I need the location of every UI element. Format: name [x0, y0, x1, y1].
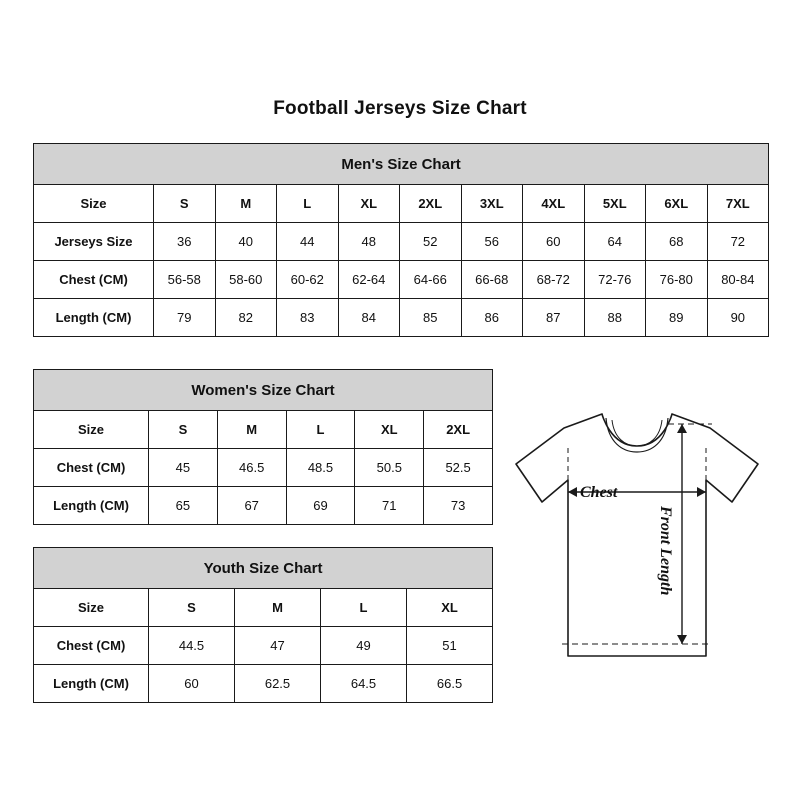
table-cell: 66-68 — [461, 261, 523, 299]
table-cell: L — [286, 411, 355, 449]
table-cell: 44.5 — [149, 627, 235, 665]
table-cell: L — [277, 185, 339, 223]
table-cell: 66.5 — [407, 665, 493, 703]
table-cell: 86 — [461, 299, 523, 337]
table-cell: 51 — [407, 627, 493, 665]
table-cell: 36 — [154, 223, 216, 261]
table-cell: 6XL — [646, 185, 708, 223]
table-cell: 90 — [707, 299, 769, 337]
table-cell: S — [149, 411, 218, 449]
table-cell: 67 — [217, 487, 286, 525]
table-cell: 65 — [149, 487, 218, 525]
mens-size-chart-table — [33, 143, 769, 337]
table-cell: XL — [338, 185, 400, 223]
table-row — [34, 185, 769, 223]
table-cell: 44 — [277, 223, 339, 261]
table-cell: M — [217, 411, 286, 449]
table-cell: 62.5 — [235, 665, 321, 703]
table-cell: 80-84 — [707, 261, 769, 299]
table-row — [34, 627, 493, 665]
table-cell: 48.5 — [286, 449, 355, 487]
table-cell: 84 — [338, 299, 400, 337]
table-cell: 60 — [523, 223, 585, 261]
table-cell: 82 — [215, 299, 277, 337]
table-cell: XL — [355, 411, 424, 449]
table-cell: 69 — [286, 487, 355, 525]
table-cell: L — [321, 589, 407, 627]
table-row — [34, 449, 493, 487]
womens-size-chart-table — [33, 369, 493, 525]
table-cell: 56 — [461, 223, 523, 261]
table-cell: M — [215, 185, 277, 223]
table-cell: 3XL — [461, 185, 523, 223]
table-cell: 72 — [707, 223, 769, 261]
table-cell: 49 — [321, 627, 407, 665]
table-cell: M — [235, 589, 321, 627]
table-row — [34, 261, 769, 299]
table-cell: 71 — [355, 487, 424, 525]
table-cell: 7XL — [707, 185, 769, 223]
table-cell: 62-64 — [338, 261, 400, 299]
table-cell: 4XL — [523, 185, 585, 223]
table-cell: 79 — [154, 299, 216, 337]
table-cell: 83 — [277, 299, 339, 337]
table-cell: 45 — [149, 449, 218, 487]
table-cell: 52 — [400, 223, 462, 261]
table-cell: 87 — [523, 299, 585, 337]
table-cell: 56-58 — [154, 261, 216, 299]
tshirt-icon — [506, 398, 768, 698]
row-label: Chest (CM) — [34, 449, 149, 487]
tshirt-measurement-diagram — [506, 398, 768, 698]
table-row — [34, 411, 493, 449]
table-section-header-row — [34, 370, 493, 411]
page-title: Football Jerseys Size Chart — [273, 98, 527, 119]
youth-size-chart-table — [33, 547, 493, 703]
table-row — [34, 223, 769, 261]
table-cell: 76-80 — [646, 261, 708, 299]
table-cell: 85 — [400, 299, 462, 337]
table-section-header-row — [34, 144, 769, 185]
table-cell: 48 — [338, 223, 400, 261]
table-cell: 73 — [424, 487, 493, 525]
table-cell: 2XL — [424, 411, 493, 449]
table-cell: 89 — [646, 299, 708, 337]
youth-section-title: Youth Size Chart — [34, 548, 493, 589]
row-label: Size — [34, 185, 154, 223]
table-cell: 72-76 — [584, 261, 646, 299]
table-row — [34, 589, 493, 627]
chest-measurement-label: Chest — [580, 484, 618, 501]
mens-section-title: Men's Size Chart — [34, 144, 769, 185]
table-cell: S — [154, 185, 216, 223]
table-cell: 60-62 — [277, 261, 339, 299]
table-cell: 68-72 — [523, 261, 585, 299]
table-cell: 40 — [215, 223, 277, 261]
table-cell: S — [149, 589, 235, 627]
table-cell: 64.5 — [321, 665, 407, 703]
row-label: Length (CM) — [34, 665, 149, 703]
front-length-measurement-label: Front Length — [657, 506, 674, 596]
row-label: Chest (CM) — [34, 627, 149, 665]
table-cell: 5XL — [584, 185, 646, 223]
row-label: Chest (CM) — [34, 261, 154, 299]
table-row — [34, 487, 493, 525]
table-cell: 64-66 — [400, 261, 462, 299]
table-row — [34, 299, 769, 337]
row-label: Length (CM) — [34, 299, 154, 337]
table-cell: 68 — [646, 223, 708, 261]
table-cell: 64 — [584, 223, 646, 261]
table-cell: 58-60 — [215, 261, 277, 299]
table-cell: 50.5 — [355, 449, 424, 487]
table-cell: 2XL — [400, 185, 462, 223]
row-label: Length (CM) — [34, 487, 149, 525]
table-cell: 47 — [235, 627, 321, 665]
table-cell: 46.5 — [217, 449, 286, 487]
table-row — [34, 665, 493, 703]
row-label: Size — [34, 411, 149, 449]
table-cell: 52.5 — [424, 449, 493, 487]
row-label: Jerseys Size — [34, 223, 154, 261]
table-cell: 60 — [149, 665, 235, 703]
womens-section-title: Women's Size Chart — [34, 370, 493, 411]
row-label: Size — [34, 589, 149, 627]
table-cell: 88 — [584, 299, 646, 337]
table-cell: XL — [407, 589, 493, 627]
table-section-header-row — [34, 548, 493, 589]
